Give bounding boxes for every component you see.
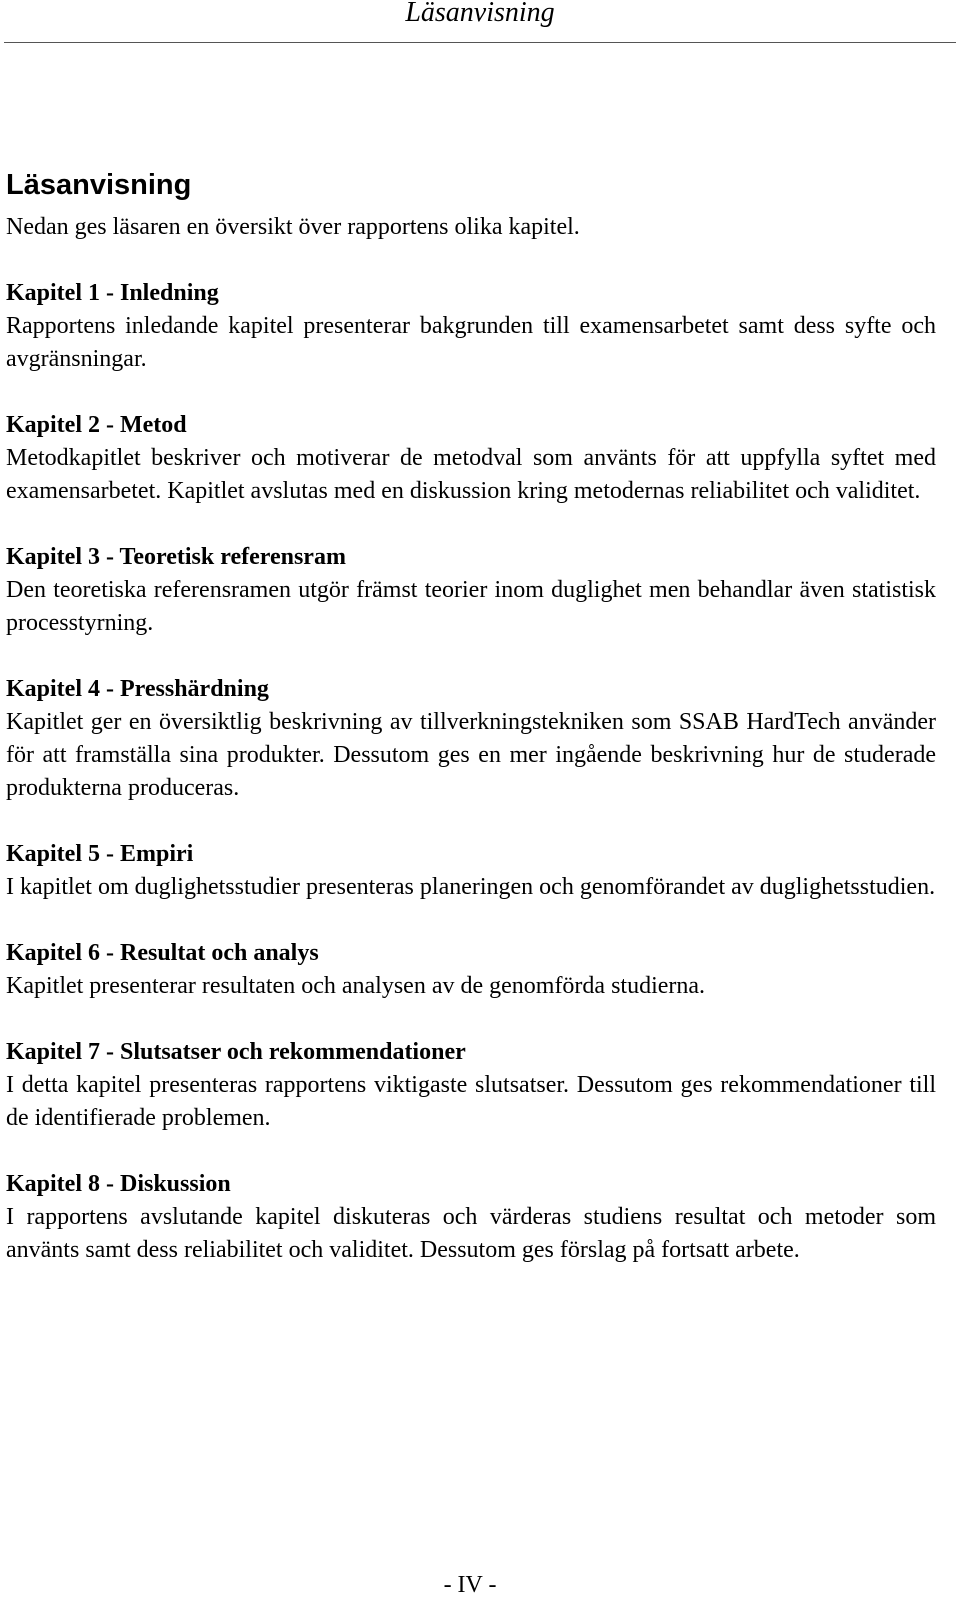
chapter-5-section (6, 838, 936, 904)
chapter-7-section (6, 1036, 936, 1135)
page-content (6, 168, 936, 1267)
chapter-6-heading: Kapitel 6 - Resultat och analys (6, 940, 319, 966)
chapter-2-heading: Kapitel 2 - Metod (6, 412, 187, 438)
chapter-6-section (6, 937, 936, 1003)
chapter-7-text: I detta kapitel presenteras rapportens viktigaste slutsatser. Dessutom ges rekommendationer till de identifierade problemen. (6, 1072, 936, 1131)
running-header: Läsanvisning (405, 0, 555, 28)
chapter-1-heading: Kapitel 1 - Inledning (6, 280, 219, 306)
page-number: - IV - (443, 1572, 497, 1598)
chapter-8-text: I rapportens avslutande kapitel diskuteras och värderas studiens resultat och metoder som använts samt dess reliabilitet och validitet. Dessutom ges förslag på fortsatt arbete. (6, 1204, 936, 1263)
chapter-8-heading: Kapitel 8 - Diskussion (6, 1171, 231, 1197)
chapter-2-section (6, 409, 936, 508)
chapter-3-text: Den teoretiska referensramen utgör främst teorier inom duglighet men behandlar även statistisk processtyrning. (6, 577, 936, 636)
chapter-3-heading: Kapitel 3 - Teoretisk referensram (6, 544, 346, 570)
chapter-2-text: Metodkapitlet beskriver och motiverar de metodval som använts för att uppfylla syftet med examensarbetet. Kapitlet avslutas med en diskussion kring metodernas reliabilitet och validitet. (6, 445, 936, 504)
chapter-4-section (6, 673, 936, 805)
chapter-5-text: I kapitlet om duglighetsstudier presenteras planeringen och genomförandet av duglighetsstudien. (6, 874, 936, 900)
intro-text: Nedan ges läsaren en översikt över rapportens olika kapitel. (6, 214, 580, 240)
chapter-3-section (6, 541, 936, 640)
chapter-8-section (6, 1168, 936, 1267)
chapter-6-text: Kapitlet presenterar resultaten och analysen av de genomförda studierna. (6, 973, 706, 999)
chapter-5-heading: Kapitel 5 - Empiri (6, 841, 194, 867)
chapter-1-text: Rapportens inledande kapitel presenterar bakgrunden till examensarbetet samt dess syfte och avgränsningar. (6, 313, 936, 372)
chapter-1-section (6, 277, 936, 376)
chapter-7-heading: Kapitel 7 - Slutsatser och rekommendationer (6, 1039, 466, 1065)
chapter-4-text: Kapitlet ger en översiktlig beskrivning av tillverkningstekniken som SSAB HardTech använder för att framställa sina produkter. Dessutom ges en mer ingående beskrivning hur de studerade produkterna produceras. (6, 709, 936, 801)
header-divider (4, 42, 956, 43)
page-title: Läsanvisning (6, 169, 192, 201)
chapter-4-heading: Kapitel 4 - Presshärdning (6, 676, 269, 702)
